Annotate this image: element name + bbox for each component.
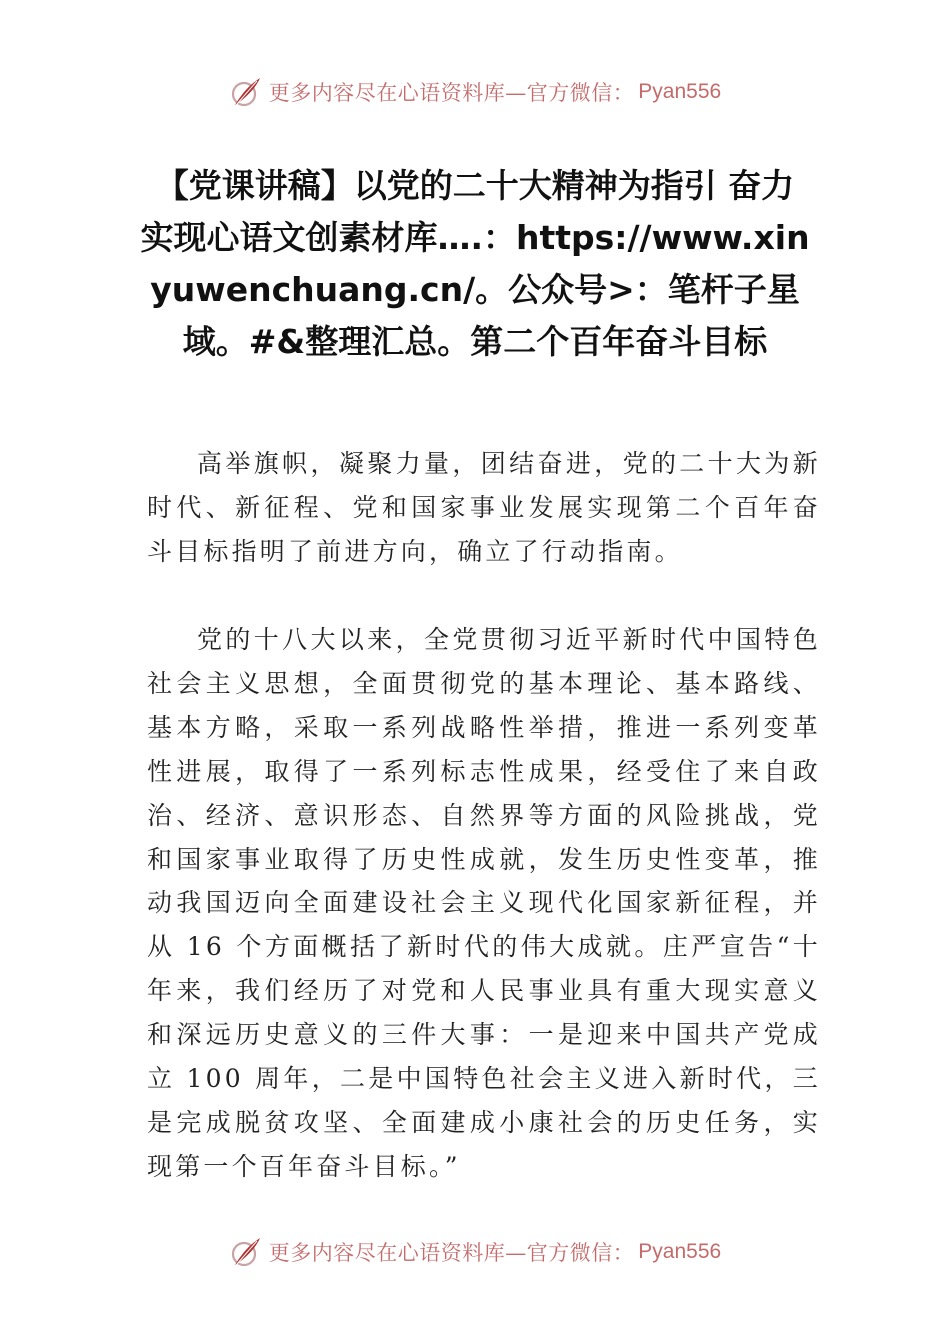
feather-logo-icon (229, 1235, 263, 1269)
banner-wechat-id: Pyan556 (638, 80, 722, 103)
paragraph-1: 高举旗帜，凝聚力量，团结奋进，党的二十大为新时代、新征程、党和国家事业发展实现第二个百年奋斗目标指明了前进方向，确立了行动指南。 (147, 449, 821, 566)
document-title: 【党课讲稿】以党的二十大精神为指引 奋力实现心语文创素材库….：https://www.xinyuwenchuang.cn/。公众号>：笔杆子星域。#&整理汇总。第二个百年奋斗目标 (140, 166, 810, 361)
banner-text: 更多内容尽在心语资料库—官方微信： (268, 1241, 635, 1265)
banner-wechat-id: Pyan556 (638, 1240, 722, 1263)
footer-banner (0, 1232, 950, 1272)
feather-logo-icon (229, 75, 263, 109)
header-banner (0, 72, 950, 112)
paragraph-2: 党的十八大以来，全党贯彻习近平新时代中国特色社会主义思想，全面贯彻党的基本理论、基本路线、基本方略，采取一系列战略性举措，推进一系列变革性进展，取得了一系列标志性成果，经受住了来自政治、经济、意识形态、自然界等方面的风险挑战，党和国家事业取得了历史性成就，发生历史性变革，推动我国迈向全面建设社会主义现代化国家新征程，并从 16 个方面概括了新时代的伟大成就。庄严宣告“十年来，我们经历了对党和人民事业具有重大现实意义和深远历史意义的三件大事：一是迎来中国共产党成立 100 周年，二是中国特色社会主义进入新时代，三是完成脱贫攻坚、全面建成小康社会的历史任务，实现第一个百年奋斗目标。” (147, 625, 821, 1181)
banner-text: 更多内容尽在心语资料库—官方微信： (268, 81, 635, 105)
